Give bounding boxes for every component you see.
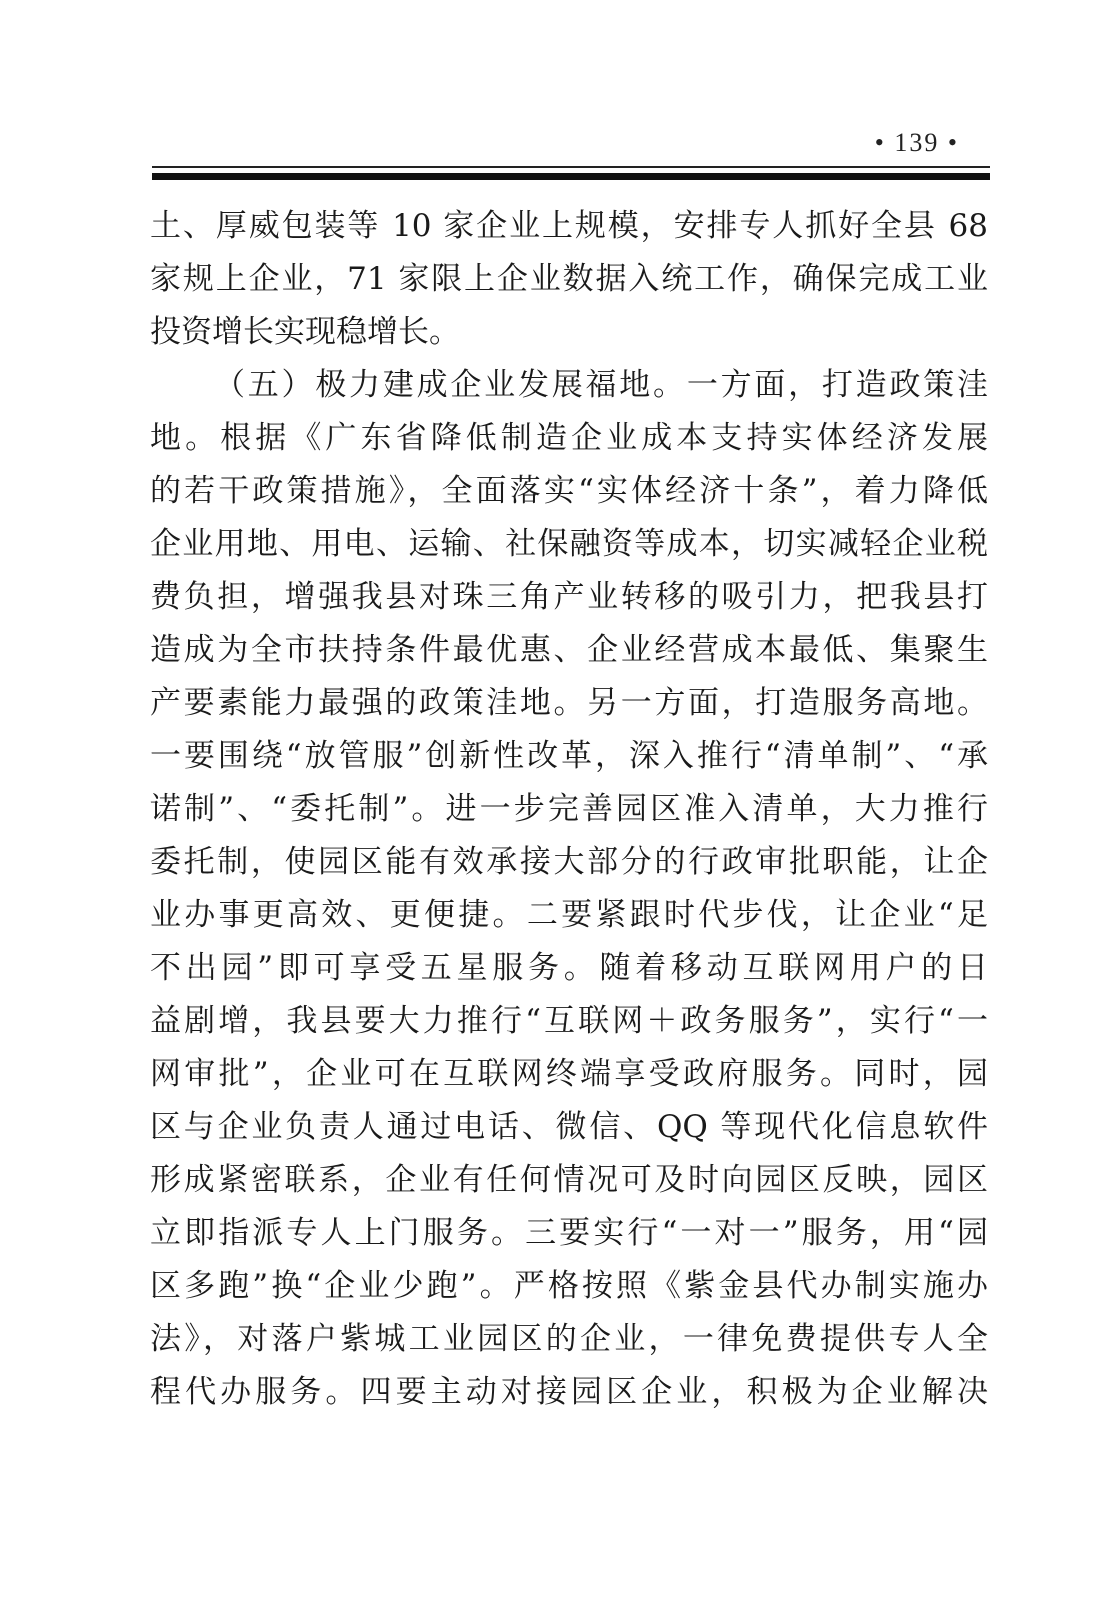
body-text (150, 200, 988, 1419)
text-line: 投资增长实现稳增长。 (150, 314, 460, 350)
text-line: 土、厚威包装等 10 家企业上规模，安排专人抓好全县 68 (150, 208, 988, 244)
header-rule-thin (152, 166, 990, 168)
text-line: 区多跑”换“企业少跑”。严格按照《紫金县代办制实施办 (150, 1268, 988, 1304)
text-line: 费负担，增强我县对珠三角产业转移的吸引力，把我县打 (150, 579, 988, 615)
text-line: 地。根据《广东省降低制造企业成本支持实体经济发展 (150, 420, 988, 456)
section-heading-line: （五）极力建成企业发展福地。一方面，打造政策洼 (214, 367, 988, 403)
text-line: 不出园”即可享受五星服务。随着移动互联网用户的日 (150, 950, 988, 986)
text-line: 形成紧密联系，企业有任何情况可及时向园区反映，园区 (150, 1162, 988, 1198)
text-line: 网审批”，企业可在互联网终端享受政府服务。同时，园 (150, 1056, 988, 1092)
text-line: 诺制”、“委托制”。进一步完善园区准入清单，大力推行 (150, 791, 988, 827)
text-line: 区与企业负责人通过电话、微信、QQ 等现代化信息软件 (150, 1109, 988, 1145)
text-line: 益剧增，我县要大力推行“互联网＋政务服务”，实行“一 (150, 1003, 988, 1039)
text-line: 法》，对落户紫城工业园区的企业，一律免费提供专人全 (150, 1321, 988, 1357)
text-line: 造成为全市扶持条件最优惠、企业经营成本最低、集聚生 (150, 632, 988, 668)
header-rule-thick (152, 173, 990, 180)
text-line: 一要围绕“放管服”创新性改革，深入推行“清单制”、“承 (150, 738, 988, 774)
text-line: 产要素能力最强的政策洼地。另一方面，打造服务高地。 (150, 685, 988, 721)
text-line: 家规上企业，71 家限上企业数据入统工作，确保完成工业 (150, 261, 988, 297)
text-line: 业办事更高效、更便捷。二要紧跟时代步伐，让企业“足 (150, 897, 988, 933)
text-line: 企业用地、用电、运输、社保融资等成本，切实减轻企业税 (150, 526, 988, 562)
text-line: 立即指派专人上门服务。三要实行“一对一”服务，用“园 (150, 1215, 988, 1251)
text-line: 程代办服务。四要主动对接园区企业，积极为企业解决 (150, 1374, 988, 1410)
text-line: 的若干政策措施》，全面落实“实体经济十条”，着力降低 (150, 473, 988, 509)
page-number: • 139 • (874, 128, 959, 157)
text-line: 委托制，使园区能有效承接大部分的行政审批职能，让企 (150, 844, 988, 880)
